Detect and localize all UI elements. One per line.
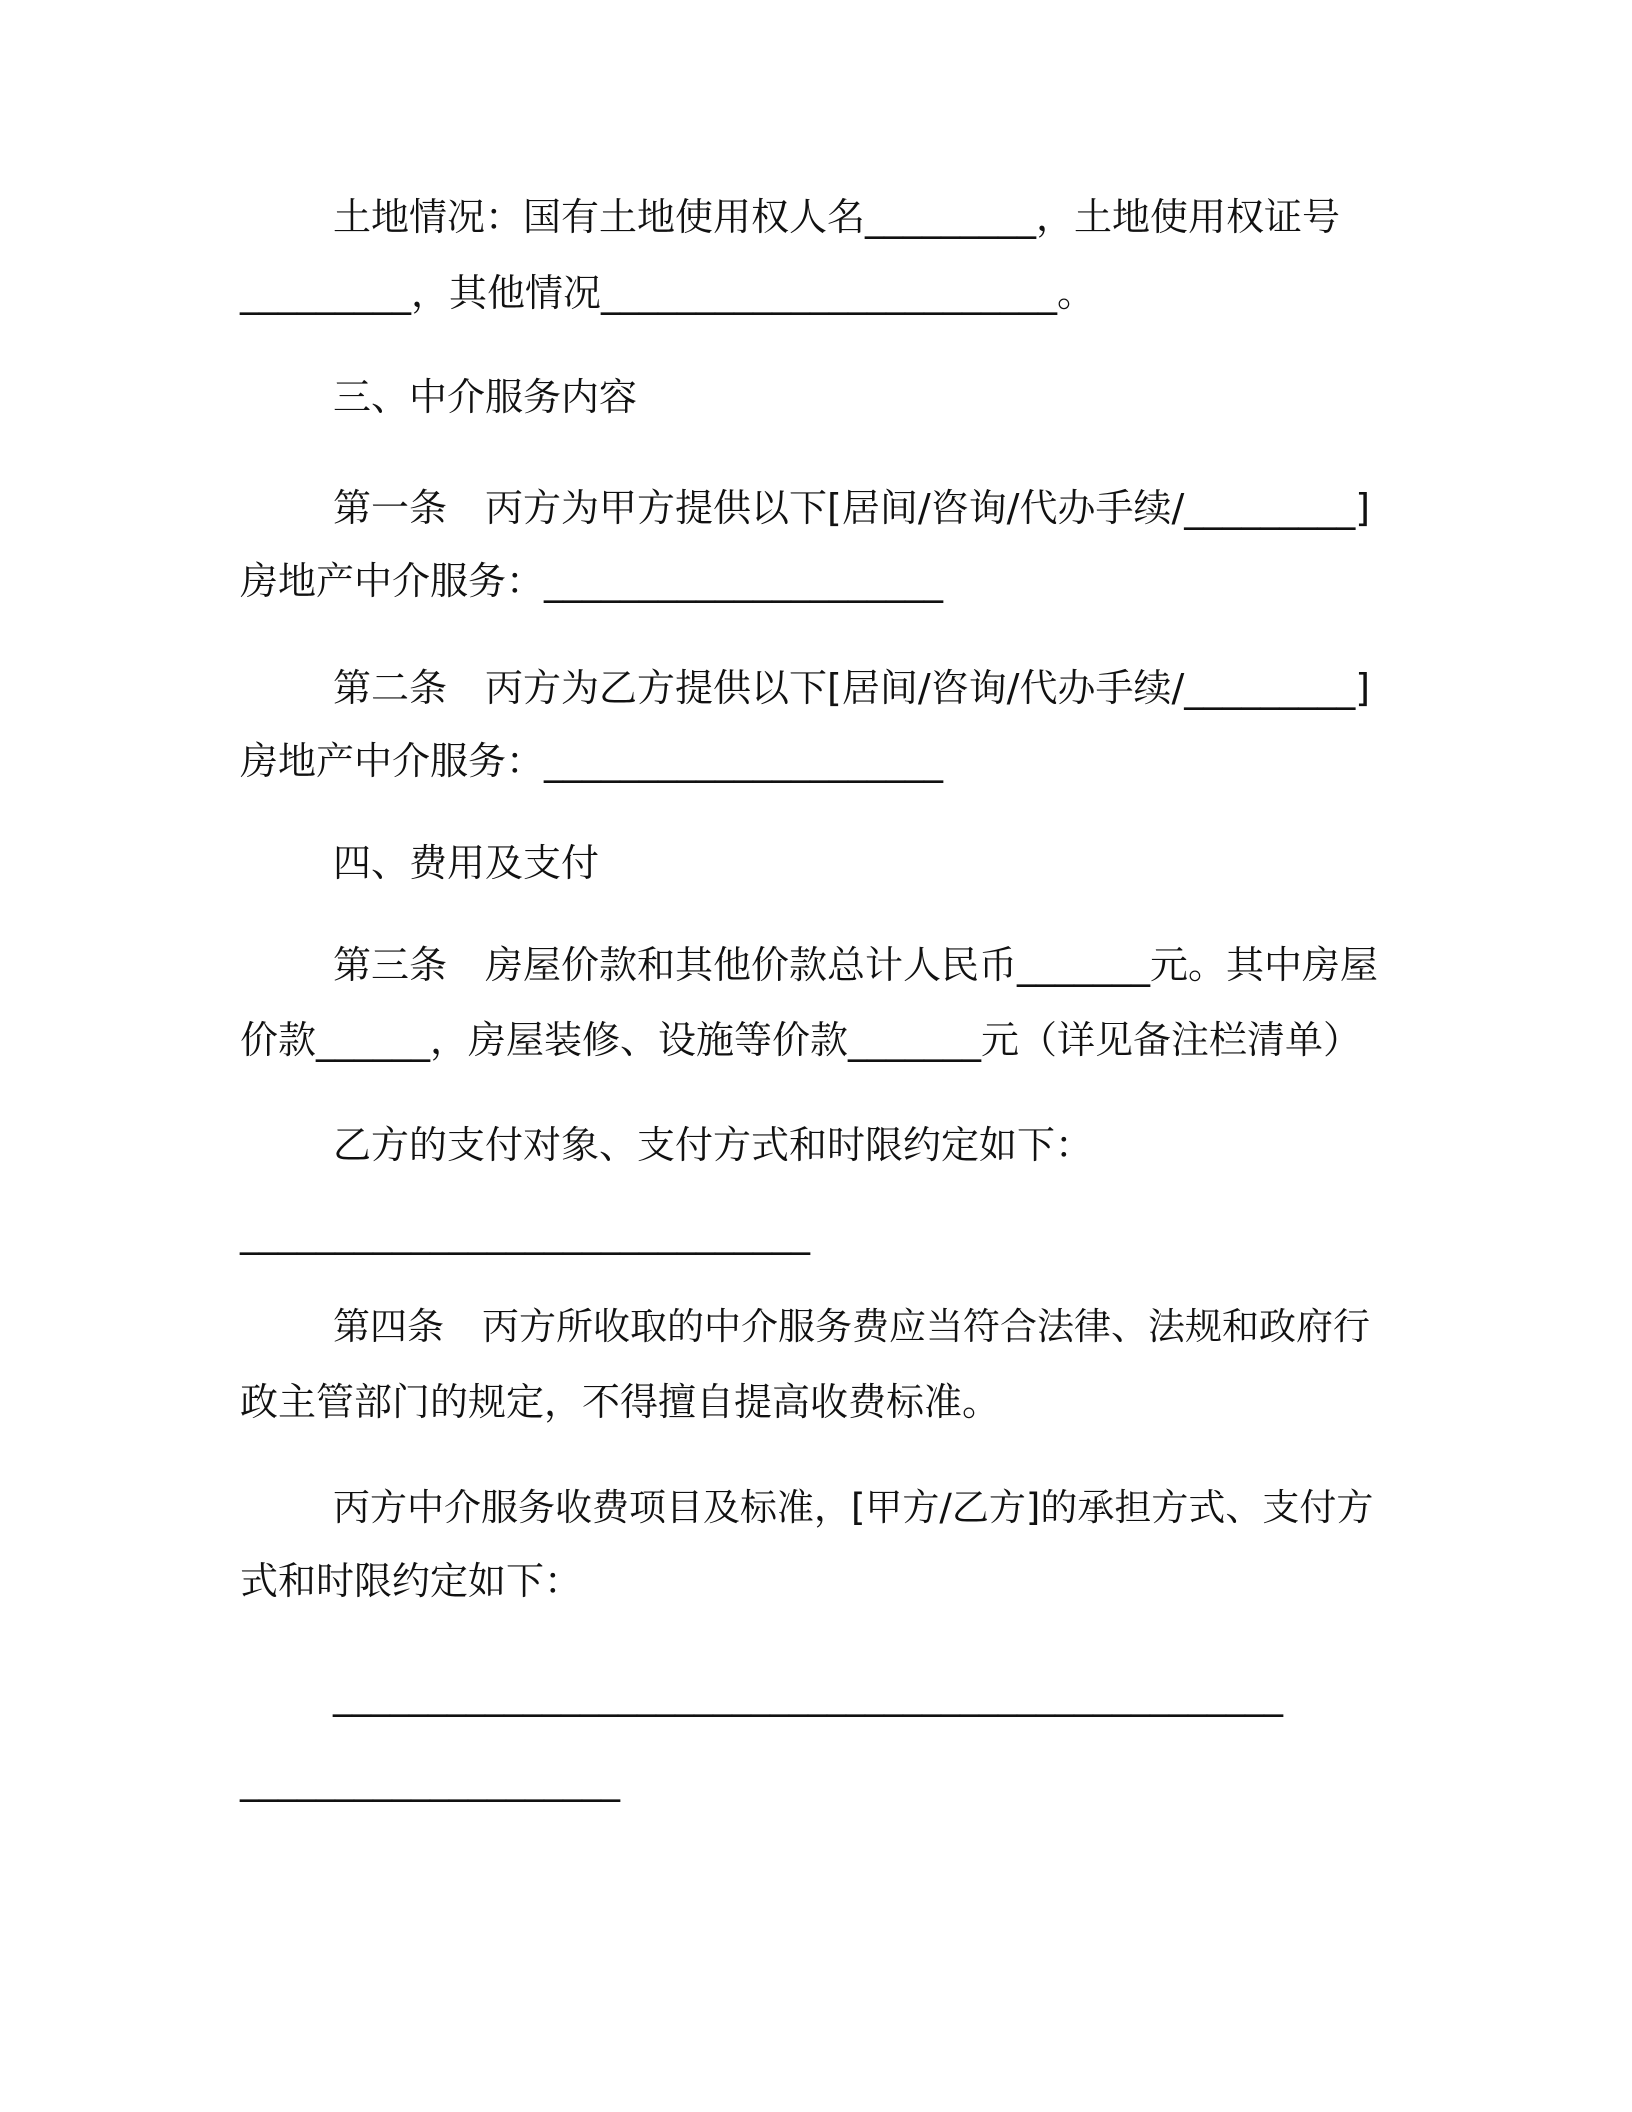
article-3-text: 房屋价款和其他价款总计人民币_______元。其中房屋 [485, 943, 1379, 987]
article-2-line-1 [333, 663, 1370, 713]
fee-blank-line-1: __________________________________________________ [333, 1673, 1283, 1717]
article-2-line-2: 房地产中介服务：_____________________ [240, 739, 944, 783]
article-3-line-2: 价款______，房屋装修、设施等价款_______元（详见备注栏清单） [240, 1018, 1362, 1062]
article-2-text: 丙方为乙方提供以下[居间/咨询/代办手续/_________] [485, 666, 1371, 710]
payment-intro: 乙方的支付对象、支付方式和时限约定如下： [333, 1123, 1094, 1167]
article-3-number: 第三条 [333, 943, 448, 987]
article-4-text: 丙方所收取的中介服务费应当符合法律、法规和政府行 [482, 1305, 1370, 1348]
article-1-number: 第一条 [333, 486, 448, 530]
article-4-line-2: 政主管部门的规定，不得擅自提高收费标准。 [240, 1380, 1001, 1424]
article-1-text: 丙方为甲方提供以下[居间/咨询/代办手续/_________] [485, 486, 1371, 530]
article-1-line-1 [333, 483, 1370, 533]
article-1-line-2: 房地产中介服务：_____________________ [240, 559, 944, 603]
land-line-2: _________，其他情况________________________。 [240, 271, 1096, 315]
section-heading-4: 四、费用及支付 [333, 841, 600, 885]
article-2-number: 第二条 [333, 666, 448, 710]
payment-blank-line: ______________________________ [240, 1211, 810, 1255]
fee-line-2: 式和时限约定如下： [240, 1559, 583, 1603]
fee-line-1: 丙方中介服务收费项目及标准，[甲方/乙方]的承担方式、支付方 [333, 1486, 1374, 1529]
article-4-line-1 [333, 1302, 1370, 1352]
land-line-1: 土地情况：国有土地使用权人名_________，土地使用权证号 [333, 195, 1341, 239]
fee-blank-line-2: ____________________ [240, 1758, 620, 1802]
article-4-number: 第四条 [333, 1305, 444, 1348]
section-heading-3: 三、中介服务内容 [333, 375, 638, 419]
article-3-line-1 [333, 940, 1378, 990]
